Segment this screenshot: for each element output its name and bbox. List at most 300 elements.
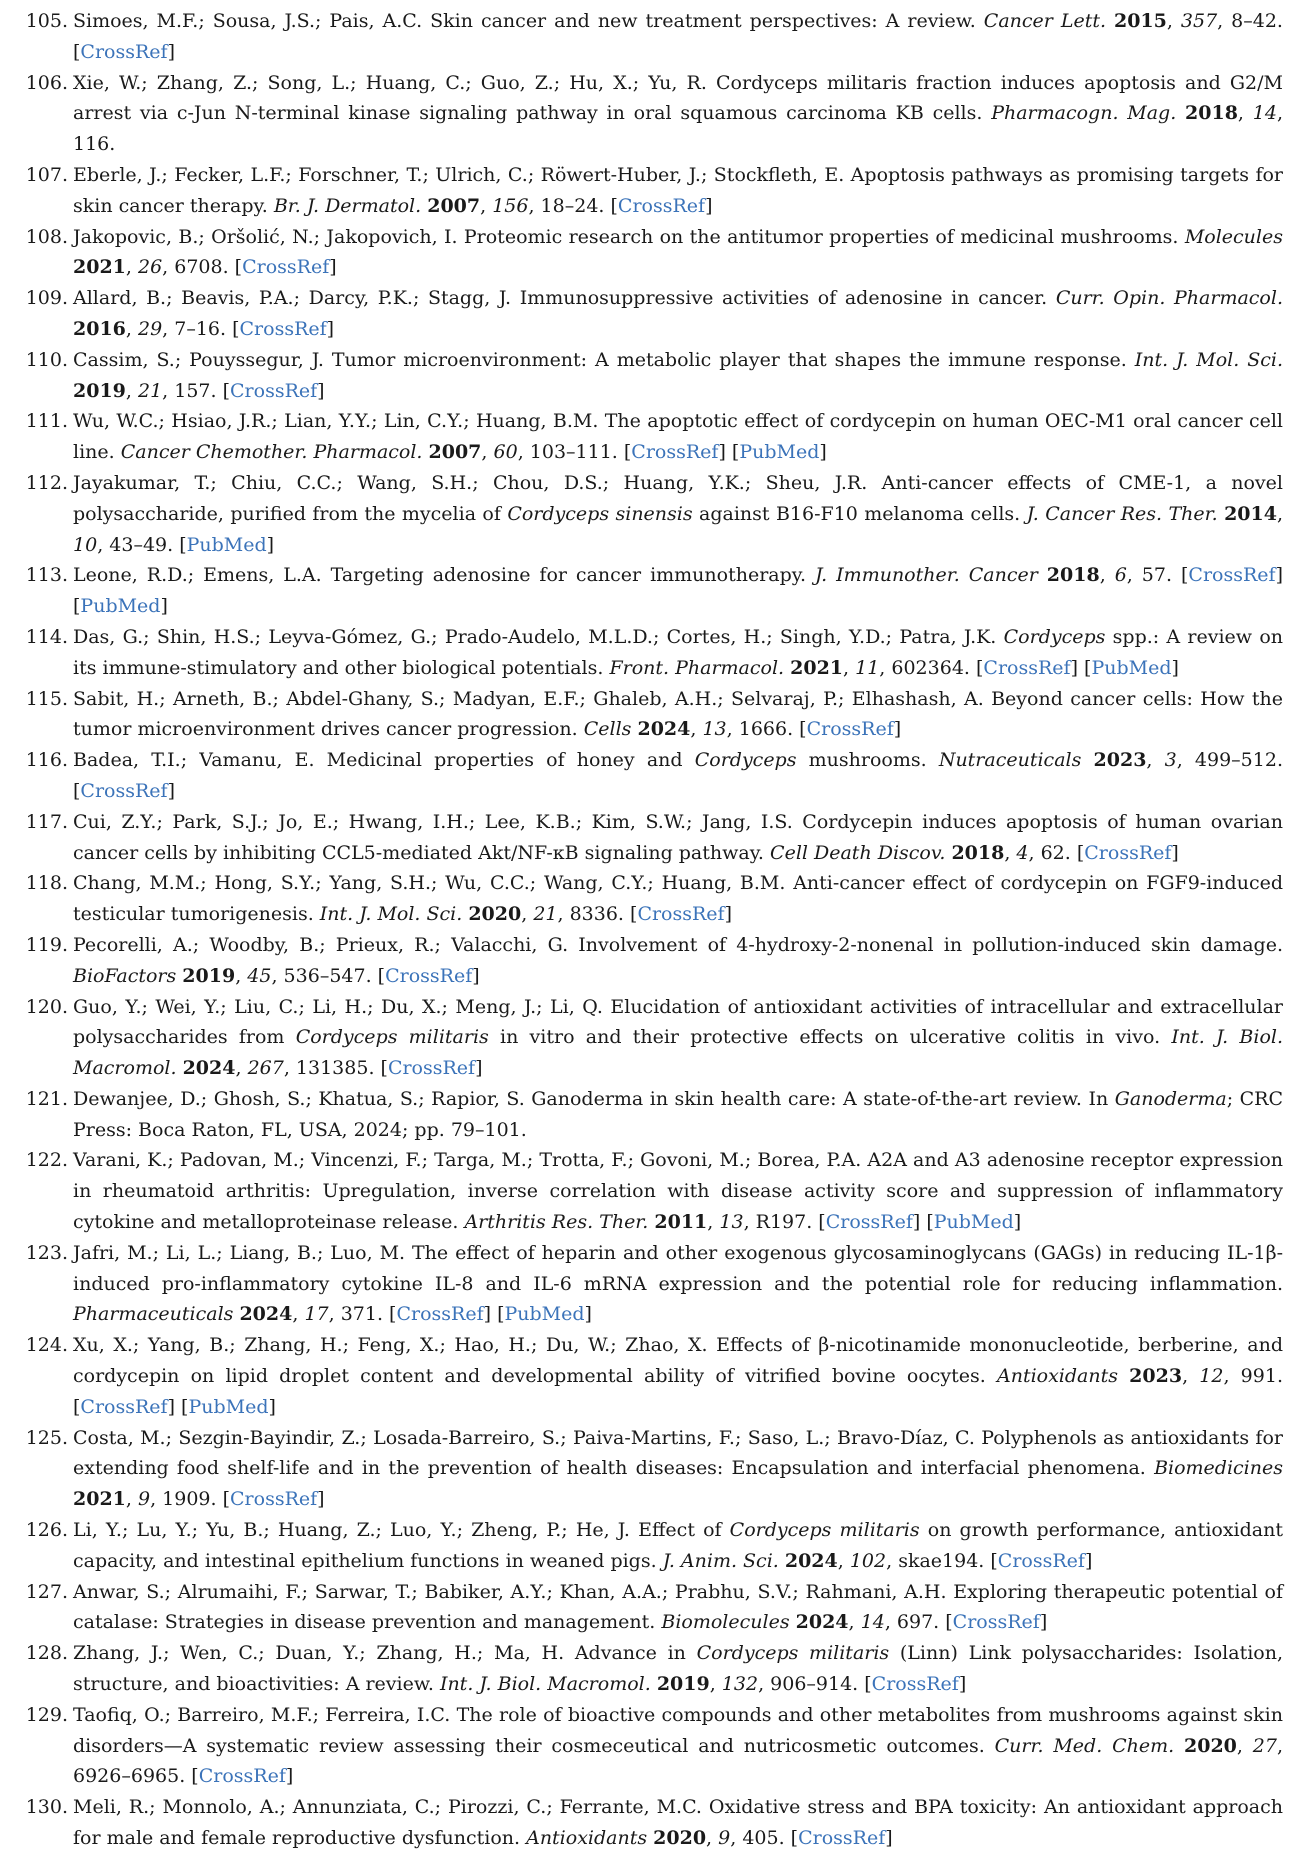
reference-item: [20, 1423, 1283, 1515]
italic-text: 14: [1252, 102, 1277, 125]
reference-text-run: ]: [475, 1057, 483, 1080]
reference-text-run: , 405. [: [730, 1827, 799, 1850]
reference-text-run: ,: [843, 656, 856, 679]
italic-text: Br. J. Dermatol.: [273, 194, 422, 217]
crossref-link[interactable]: CrossRef: [387, 1057, 476, 1080]
reference-text-run: Meli, R.; Monnolo, A.; Annunziata, C.; Pirozzi, C.; Ferrante, M.C. Oxidative stress and BPA toxicity: An antioxidant approach for male and female reproductive dysfunction.: [73, 1796, 1283, 1850]
reference-item: [20, 1792, 1283, 1854]
bold-year: 2016: [73, 317, 126, 340]
italic-text: 9: [718, 1827, 731, 1850]
reference-text-run: , 62. [: [1028, 841, 1085, 864]
crossref-link[interactable]: CrossRef: [825, 1211, 913, 1234]
italic-text: 13: [719, 1211, 744, 1234]
reference-text-run: , 103–111. [: [517, 441, 632, 464]
reference-text-run: ]: [160, 595, 168, 618]
bold-year: 2018: [951, 841, 1005, 864]
italic-text: 10: [73, 533, 98, 556]
crossref-link[interactable]: CrossRef: [198, 1765, 286, 1788]
reference-text-run: , 8336. [: [557, 903, 638, 926]
reference-text-run: ,: [1166, 10, 1181, 32]
italic-text: 3: [1164, 749, 1177, 772]
reference-text-run: , 18–24. [: [528, 194, 618, 217]
reference-number: 114.: [25, 625, 68, 648]
reference-text-run: ]: [958, 1673, 967, 1696]
reference-text-run: [1081, 749, 1093, 771]
reference-text-run: , 1666. [: [726, 718, 807, 741]
reference-text-run: ]: [1084, 1549, 1093, 1572]
reference-text-run: , skae194. [: [886, 1549, 998, 1572]
reference-text-run: Guo, Y.; Wei, Y.; Liu, C.; Li, H.; Du, X.; Meng, J.; Li, Q. Elucidation of antioxidant activities of intracellular and extracellular polysaccharides from: [73, 995, 1283, 1049]
reference-number: 130.: [25, 1796, 68, 1819]
reference-text-run: [1038, 564, 1047, 586]
reference-number: 112.: [25, 471, 68, 494]
italic-text: Cordyceps militaris: [729, 1519, 920, 1542]
italic-text: 156: [492, 194, 529, 217]
reference-text-run: , 8–42. [: [73, 10, 1283, 63]
reference-text-run: ,: [707, 1211, 720, 1234]
reference-text-run: , 157. [: [162, 379, 231, 402]
bold-year: 2014: [1224, 502, 1277, 525]
italic-text: 13: [702, 718, 727, 741]
reference-text-run: ,: [1237, 102, 1253, 125]
reference-text: [73, 68, 1283, 160]
reference-text-run: ]: [893, 718, 902, 741]
reference-number: 123.: [25, 1241, 68, 1264]
bold-year: 2024: [784, 1549, 838, 1572]
reference-item: [20, 1330, 1283, 1422]
reference-text-run: , 371. [: [328, 1303, 397, 1326]
reference-text-run: ,: [837, 1549, 850, 1572]
crossref-link[interactable]: CrossRef: [230, 379, 318, 402]
reference-text-run: ,: [1004, 841, 1017, 864]
crossref-link[interactable]: CrossRef: [385, 964, 473, 987]
reference-text-run: ] [: [718, 441, 740, 464]
reference-text: [73, 1145, 1283, 1237]
reference-text-run: , 43–49. [: [97, 533, 187, 556]
reference-item: [20, 283, 1283, 345]
reference-text-run: Simoes, M.F.; Sousa, J.S.; Pais, A.C. Skin cancer and new treatment perspectives: A review.: [73, 10, 984, 32]
italic-text: 357: [1180, 10, 1218, 32]
bold-year: 2020: [468, 903, 522, 926]
reference-text-run: ,: [125, 256, 138, 279]
bold-year: 2007: [428, 441, 482, 464]
italic-text: Cordyceps militaris: [696, 1642, 890, 1665]
pubmed-link[interactable]: PubMed: [1091, 656, 1172, 679]
italic-text: Curr. Opin. Pharmacol.: [1055, 287, 1283, 310]
reference-text: [73, 807, 1283, 869]
reference-text-run: Xie, W.; Zhang, Z.; Song, L.; Huang, C.; Guo, Z.; Hu, X.; Yu, R. Cordyceps militaris fraction induces apoptosis and G2/M arrest via c-Jun N-terminal kinase signaling pathway in oral squamous carcinoma KB cells.: [73, 71, 1283, 125]
reference-text-run: , 131385. [: [283, 1057, 388, 1080]
crossref-link[interactable]: CrossRef: [806, 718, 894, 741]
reference-text: [73, 868, 1283, 930]
pubmed-link[interactable]: PubMed: [80, 595, 161, 618]
reference-text-run: ]: [724, 903, 733, 926]
bold-year: 2024: [637, 718, 691, 741]
reference-text-run: , 991. [: [73, 1365, 1283, 1418]
reference-text: [73, 1700, 1283, 1792]
reference-text-run: , 6708. [: [162, 256, 243, 279]
reference-text-run: ] [: [483, 1303, 505, 1326]
bold-year: 2020: [1184, 1734, 1237, 1757]
reference-text-run: Wu, W.C.; Hsiao, J.R.; Lian, Y.Y.; Lin, C.Y.; Huang, B.M. The apoptotic effect of cordycepin on human OEC-M1 oral cancer cell line.: [73, 410, 1283, 464]
italic-text: 12: [1199, 1365, 1224, 1388]
reference-text-run: ,: [1146, 749, 1165, 772]
reference-number: 106.: [25, 71, 68, 94]
bold-year: 2015: [1113, 10, 1167, 32]
reference-text: [73, 1638, 1283, 1700]
italic-text: Nutraceuticals: [938, 749, 1082, 772]
italic-text: 6: [1114, 564, 1127, 587]
reference-text: [73, 684, 1283, 746]
reference-number: 116.: [25, 749, 68, 772]
reference-number: 111.: [25, 410, 68, 433]
reference-text-run: , 6926–6965. [: [73, 1734, 1283, 1788]
reference-text-run: Badea, T.I.; Vamanu, E. Medicinal properties of honey and: [73, 749, 695, 772]
italic-text: Biomolecules: [661, 1611, 790, 1634]
reference-text-run: [1106, 10, 1114, 32]
bold-year: 2021: [790, 656, 844, 679]
bold-year: 2019: [182, 964, 236, 987]
reference-number: 125.: [25, 1426, 68, 1449]
italic-text: 26: [137, 256, 163, 279]
pubmed-link[interactable]: PubMed: [933, 1211, 1014, 1234]
italic-text: Cordyceps: [694, 749, 797, 772]
reference-item: [20, 992, 1283, 1084]
reference-text: [73, 283, 1283, 345]
reference-number: 121.: [25, 1087, 68, 1110]
reference-text-run: ] [: [167, 1395, 189, 1418]
reference-text-run: , 536–547. [: [271, 964, 386, 987]
italic-text: 21: [533, 903, 558, 926]
reference-text-run: ]: [885, 1827, 893, 1850]
reference-number: 126.: [25, 1519, 68, 1542]
reference-text-run: ]: [705, 194, 713, 217]
reference-text-run: , 602364. [: [879, 656, 984, 679]
bold-year: 2023: [1093, 749, 1147, 772]
italic-text: BioFactors: [73, 964, 177, 987]
reference-item: [20, 1515, 1283, 1577]
bold-year: 2007: [427, 194, 481, 217]
italic-text: J. Anim. Sci.: [662, 1549, 779, 1572]
pubmed-link[interactable]: PubMed: [504, 1303, 585, 1326]
italic-text: 11: [855, 656, 880, 679]
crossref-link[interactable]: CrossRef: [80, 40, 168, 63]
italic-text: 29: [137, 317, 163, 340]
italic-text: Curr. Med. Chem.: [994, 1734, 1175, 1757]
bold-year: 2023: [1129, 1365, 1183, 1388]
pubmed-link[interactable]: PubMed: [188, 1395, 269, 1418]
reference-text-run: Dewanjee, D.; Ghosh, S.; Khatua, S.; Rapior, S. Ganoderma in skin health care: A state-of-the-art review. In: [73, 1087, 1115, 1110]
bold-year: 2024: [239, 1303, 293, 1326]
reference-text-run: ]: [167, 779, 175, 802]
reference-number: 109.: [25, 287, 68, 310]
reference-item: [20, 345, 1283, 407]
reference-number: 128.: [25, 1642, 68, 1665]
italic-text: Int. J. Mol. Sci.: [319, 903, 463, 926]
italic-text: Cancer Lett.: [983, 10, 1106, 32]
reference-text-run: spp.: A review on its immune-stimulatory and other biological potentials.: [73, 625, 1284, 679]
reference-item: [20, 868, 1283, 930]
italic-text: Int. J. Biol. Macromol.: [439, 1673, 651, 1696]
crossref-link[interactable]: CrossRef: [396, 1303, 484, 1326]
reference-text-run: [1176, 102, 1185, 124]
reference-text-run: Cui, Z.Y.; Park, S.J.; Jo, E.; Hwang, I.H.; Lee, K.B.; Kim, S.W.; Jang, I.S. Cordycepin induces apoptosis of human ovarian cancer cells by inhibiting CCL5-mediated Akt/NF-κB signaling pathway.: [73, 810, 1283, 864]
italic-text: 27: [1252, 1734, 1277, 1757]
bold-year: 2021: [73, 256, 126, 279]
bold-year: 2021: [73, 1488, 126, 1511]
italic-text: J. Cancer Res. Ther.: [1026, 502, 1218, 525]
reference-text-run: mushrooms.: [796, 749, 939, 772]
reference-text-run: Allard, B.; Beavis, P.A.; Darcy, P.K.; Stagg, J. Immunosuppressive activities of adenosine in cancer.: [73, 287, 1056, 310]
reference-text-run: ,: [481, 441, 494, 464]
reference-number: 119.: [25, 933, 68, 956]
reference-text: [73, 345, 1283, 407]
italic-text: 17: [304, 1303, 329, 1326]
reference-item: [20, 560, 1283, 622]
reference-text: [73, 622, 1283, 684]
reference-text-run: ,: [848, 1611, 861, 1634]
reference-number: 122.: [25, 1149, 68, 1172]
reference-text: [73, 1238, 1283, 1330]
reference-text-run: ]: [167, 40, 175, 63]
pubmed-link[interactable]: PubMed: [739, 441, 820, 464]
reference-text-run: Das, G.; Shin, H.S.; Leyva-Gómez, G.; Prado-Audelo, M.L.D.; Cortes, H.; Singh, Y.D.; Patra, J.K.: [73, 625, 1004, 648]
bold-year: 2024: [795, 1611, 849, 1634]
bold-year: 2024: [182, 1057, 236, 1080]
reference-item: [20, 406, 1283, 468]
reference-text: [73, 992, 1283, 1084]
italic-text: Cancer Chemother. Pharmacol.: [120, 441, 423, 464]
reference-text-run: Varani, K.; Padovan, M.; Vincenzi, F.; Targa, M.; Trotta, F.; Govoni, M.; Borea, P.A. A2A and A3 adenosine receptor expression in rheumatoid arthritis: Upregulation, inverse correlation with disease activity score and suppression of inflammatory cytokine and metalloproteinase release.: [73, 1149, 1283, 1234]
reference-text-run: Jayakumar, T.; Chiu, C.C.; Wang, S.H.; Chou, D.S.; Huang, Y.K.; Sheu, J.R. Anti-cancer effects of CME-1, a novel polysaccharide, purified from the mycelia of: [73, 471, 1283, 525]
reference-text-run: Li, Y.; Lu, Y.; Yu, B.; Huang, Z.; Luo, Y.; Zheng, P.; He, J. Effect of: [73, 1519, 730, 1542]
reference-text-run: ]: [1171, 656, 1179, 679]
reference-text-run: ,: [1236, 1734, 1253, 1757]
italic-text: 102: [849, 1549, 887, 1572]
crossref-link[interactable]: CrossRef: [871, 1673, 959, 1696]
italic-text: Pharmaceuticals: [73, 1303, 234, 1326]
reference-item: [20, 1145, 1283, 1237]
crossref-link[interactable]: CrossRef: [983, 656, 1071, 679]
bold-year: 2018: [1046, 564, 1100, 587]
italic-text: 267: [247, 1057, 284, 1080]
reference-text-run: ,: [480, 194, 493, 217]
reference-text-run: (Linn) Link polysaccharides: Isolation, structure, and bioactivities: A review.: [73, 1642, 1283, 1696]
reference-text-run: , 499–512. [: [73, 749, 1283, 802]
reference-text-run: , 697. [: [884, 1611, 953, 1634]
italic-text: Antioxidants: [996, 1365, 1118, 1388]
reference-text-run: Eberle, J.; Fecker, L.F.; Forschner, T.; Ulrich, C.; Röwert-Huber, J.; Stockfleth, E. Apoptosis pathways as promising targets for skin cancer therapy.: [73, 163, 1283, 217]
reference-text-run: ] [: [912, 1211, 934, 1234]
reference-number: 105.: [25, 10, 68, 32]
reference-text-run: against B16-F10 melanoma cells.: [692, 502, 1027, 525]
reference-text-run: Sabit, H.; Arneth, B.; Abdel-Ghany, S.; Madyan, E.F.; Ghaleb, A.H.; Selvaraj, P.; Elhashash, A. Beyond cancer cells: How the tumor microenvironment drives cancer progression.: [73, 687, 1283, 741]
reference-text-run: ,: [1099, 564, 1115, 587]
reference-text-run: ,: [706, 1827, 719, 1850]
reference-text-run: , 57. [: [1126, 564, 1189, 587]
reference-text: [73, 160, 1283, 222]
reference-text-run: ]: [268, 1395, 276, 1418]
reference-text-run: , 7–16. [: [162, 317, 240, 340]
reference-text-run: ,: [1182, 1365, 1200, 1388]
italic-text: 60: [493, 441, 518, 464]
reference-number: 115.: [25, 687, 68, 710]
reference-text-run: ,: [1276, 502, 1284, 525]
italic-text: Int. J. Mol. Sci.: [1134, 348, 1284, 371]
reference-text: [73, 930, 1283, 992]
reference-text-run: on growth performance, antioxidant capacity, and intestinal epithelium functions in weaned pigs.: [73, 1519, 1283, 1572]
reference-text-run: Costa, M.; Sezgin-Bayindir, Z.; Losada-Barreiro, S.; Paiva-Martins, F.; Saso, L.; Bravo-Díaz, C. Polyphenols as antioxidants for extending food shelf-life and in the prevention of health diseases: Encapsulation and interfacial phenomena.: [73, 1426, 1283, 1480]
reference-text-run: Xu, X.; Yang, B.; Zhang, H.; Feng, X.; Hao, H.; Du, W.; Zhao, X. Effects of β-nicotinamide mononucleotide, berberine, and cordycepin on lipid droplet content and developmental ability of vitrified bovine oocytes.: [73, 1334, 1283, 1388]
reference-text-run: Jakopovic, B.; Oršolić, N.; Jakopovich, I. Proteomic research on the antitumor properties of medicinal mushrooms.: [73, 225, 1185, 248]
reference-text-run: ,: [125, 317, 138, 340]
reference-text-run: ]: [1171, 841, 1179, 864]
crossref-link[interactable]: CrossRef: [637, 903, 725, 926]
bold-year: 2018: [1185, 102, 1238, 125]
crossref-link[interactable]: CrossRef: [617, 194, 706, 217]
reference-text-run: Leone, R.D.; Emens, L.A. Targeting adenosine for cancer immunotherapy.: [73, 564, 816, 587]
reference-text-run: ,: [690, 718, 703, 741]
reference-text-run: ,: [709, 1673, 722, 1696]
reference-number: 129.: [25, 1703, 68, 1726]
italic-text: Antioxidants: [526, 1827, 648, 1850]
italic-text: Front. Pharmacol.: [609, 656, 785, 679]
reference-text-run: Cassim, S.; Pouyssegur, J. Tumor microenvironment: A metabolic player that shapes the immune response.: [73, 348, 1135, 371]
italic-text: Ganoderma: [1114, 1087, 1227, 1110]
crossref-link[interactable]: CrossRef: [798, 1827, 886, 1850]
reference-number: 107.: [25, 163, 68, 186]
pubmed-link[interactable]: PubMed: [186, 533, 267, 556]
reference-number: 120.: [25, 995, 68, 1018]
reference-item: [20, 745, 1283, 807]
reference-item: [20, 160, 1283, 222]
italic-text: 14: [860, 1611, 885, 1634]
reference-text-run: ]: [1039, 1611, 1048, 1634]
crossref-link[interactable]: CrossRef: [1188, 564, 1276, 587]
reference-item: [20, 68, 1283, 160]
bold-year: 2020: [653, 1827, 707, 1850]
reference-number: 124.: [25, 1334, 68, 1357]
reference-text-run: ,: [235, 1057, 248, 1080]
reference-text-run: Zhang, J.; Wen, C.; Duan, Y.; Zhang, H.; Ma, H. Advance in: [73, 1642, 697, 1665]
crossref-link[interactable]: CrossRef: [230, 1488, 318, 1511]
reference-text-run: ]: [326, 317, 335, 340]
reference-text: [73, 1330, 1283, 1422]
reference-text-run: ,: [125, 1488, 138, 1511]
italic-text: Cells: [583, 718, 632, 741]
reference-item: [20, 684, 1283, 746]
reference-text-run: Chang, M.M.; Hong, S.Y.; Yang, S.H.; Wu, C.C.; Wang, C.Y.; Huang, B.M. Anti-cancer effect of cordycepin on FGF9-induced testicular tumorigenesis.: [73, 872, 1283, 926]
italic-text: 9: [137, 1488, 151, 1511]
reference-text-run: [1174, 1735, 1184, 1757]
reference-number: 127.: [25, 1580, 68, 1603]
reference-item: [20, 1700, 1283, 1792]
reference-text: [73, 222, 1283, 284]
reference-text-run: ]: [1013, 1211, 1022, 1234]
reference-text-run: , 906–914. [: [758, 1673, 872, 1696]
italic-text: J. Immunother. Cancer: [815, 564, 1038, 587]
reference-text-run: ]: [329, 256, 337, 279]
reference-number: 118.: [25, 872, 68, 895]
italic-text: Molecules: [1184, 225, 1283, 248]
reference-item: [20, 1577, 1283, 1639]
reference-text-run: ; CRC Press: Boca Raton, FL, USA, 2024; pp. 79–101.: [73, 1087, 1283, 1141]
italic-text: Biomedicines: [1154, 1457, 1283, 1480]
italic-text: Cordyceps: [1003, 625, 1106, 648]
reference-text-run: ] [: [73, 564, 1283, 618]
reference-item: [20, 1638, 1283, 1700]
reference-text-run: Taofiq, O.; Barreiro, M.F.; Ferreira, I.C. The role of bioactive compounds and other metabolites from mushrooms against skin disorders—A systematic review assessing their cosmeceutical and nutricosmetic outcomes.: [73, 1703, 1283, 1757]
reference-text-run: Jafri, M.; Li, L.; Liang, B.; Luo, M. The effect of heparin and other exogenous glycosaminoglycans (GAGs) in reducing IL-1β-induced pro-inflammatory cytokine IL-8 and IL-6 mRNA expression and the potential role for reducing inflammation.: [73, 1241, 1283, 1295]
reference-text-run: ]: [317, 1488, 325, 1511]
reference-text-run: ]: [266, 533, 275, 556]
crossref-link[interactable]: CrossRef: [631, 441, 719, 464]
reference-text: [73, 406, 1283, 468]
reference-text-run: ]: [317, 379, 325, 402]
reference-text-run: ,: [521, 903, 534, 926]
reference-item: [20, 468, 1283, 560]
reference-text-run: ,: [292, 1303, 305, 1326]
italic-text: Pharmacogn. Mag.: [991, 102, 1177, 125]
reference-number: 117.: [25, 810, 68, 833]
italic-text: Cordyceps sinensis: [507, 502, 693, 525]
reference-text: [73, 1577, 1283, 1639]
reference-text-run: ]: [472, 964, 480, 987]
crossref-link[interactable]: CrossRef: [80, 1395, 168, 1418]
reference-text: [73, 745, 1283, 807]
reference-number: 113.: [25, 564, 68, 587]
reference-item: [20, 807, 1283, 869]
reference-text: [73, 468, 1283, 560]
reference-item: [20, 1238, 1283, 1330]
italic-text: 4: [1016, 841, 1029, 864]
reference-text: [73, 1423, 1283, 1515]
crossref-link[interactable]: CrossRef: [1084, 841, 1172, 864]
crossref-link[interactable]: CrossRef: [239, 317, 327, 340]
reference-text-run: ] [: [1070, 656, 1092, 679]
reference-item: [20, 1084, 1283, 1146]
reference-text-run: in vitro and their protective effects on ulcerative colitis in vivo.: [488, 1026, 1172, 1049]
reference-text: [73, 560, 1283, 622]
reference-item: [20, 622, 1283, 684]
reference-text-run: ]: [285, 1765, 294, 1788]
bold-year: 2019: [73, 379, 126, 402]
italic-text: 45: [247, 964, 272, 987]
reference-text-run: [1118, 1365, 1129, 1387]
reference-item: [20, 6, 1283, 68]
italic-text: Arthritis Res. Ther.: [464, 1211, 649, 1234]
crossref-link[interactable]: CrossRef: [952, 1611, 1040, 1634]
reference-text-run: Anwar, S.; Alrumaihi, F.; Sarwar, T.; Babiker, A.Y.; Khan, A.A.; Prabhu, S.V.; Rahmani, A.H. Exploring therapeutic potential of catalase: Strategies in disease prevention and management.: [73, 1580, 1283, 1634]
italic-text: Cell Death Discov.: [770, 841, 946, 864]
crossref-link[interactable]: CrossRef: [997, 1549, 1085, 1572]
reference-number: 108.: [25, 225, 68, 248]
italic-text: Cordyceps militaris: [295, 1026, 489, 1049]
reference-text-run: ,: [125, 379, 138, 402]
bold-year: 2011: [654, 1211, 708, 1234]
reference-item: [20, 930, 1283, 992]
reference-text-run: ]: [819, 441, 827, 464]
crossref-link[interactable]: CrossRef: [242, 256, 330, 279]
reference-text: [73, 1515, 1283, 1577]
crossref-link[interactable]: CrossRef: [80, 779, 168, 802]
italic-text: 132: [721, 1673, 759, 1696]
reference-text-run: , 1909. [: [150, 1488, 231, 1511]
italic-text: 21: [137, 379, 163, 402]
reference-text: [73, 1084, 1283, 1146]
reference-text-run: , 116.: [73, 102, 1283, 156]
reference-text-run: , R197. [: [743, 1211, 826, 1234]
